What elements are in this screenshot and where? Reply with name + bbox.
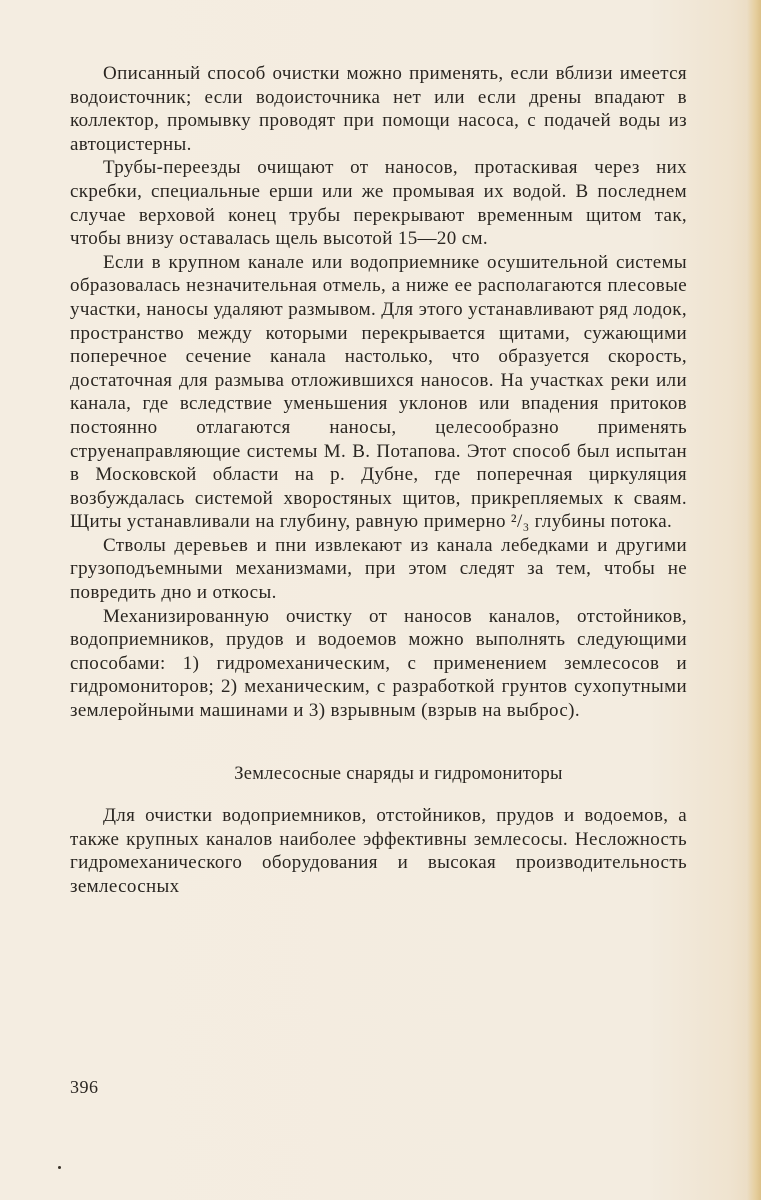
paragraph-cleaning-method: Описанный способ очистки можно применять, если вблизи имеется водоисточник; если водоисточника нет или если дрены впадают в коллектор, промывку проводят при помощи насоса, с подачей воды из автоцистерны. [70,63,687,155]
page-edge-shadow [747,0,761,1200]
section-heading: Землесосные снаряды и гидромониторы [234,763,563,784]
page-number: 396 [70,1077,99,1097]
paragraph-mechanized-cleaning: Механизированную очистку от наносов каналов, отстойников, водоприемников, прудов и водоемов можно выполнять следующими способами: 1) гидромеханическим, с применением землесосов и гидромониторов; 2) механическим, с разработкой грунтов сухопутными землеройными машинами и 3) взрывным (взрыв на выброс). [70,605,687,722]
paragraph-erosion-cleaning: Если в крупном канале или водоприемнике осушительной системы образовалась незначительная отмель, а ниже ее располагаются плесовые участки, наносы удаляют размывом. Для этого устанавливают ряд лодок, пространство между которыми перекрывается щитами, сужающими поперечное сечение канала настолько, что образуется скорость, достаточная для размыва отложившихся наносов. На участках реки или канала, где вследствие уменьшения уклонов или впадения притоков постоянно отлагаются наносы, целесообразно применять струенаправляющие системы М. В. Потапова. Этот способ был испытан в Московской области на р. Дубне, где поперечная циркуляция возбуждалась системой хворостяных щитов, прикрепляемых к сваям. Щиты устанавливали на глубину, равную примерно ²/₃ глубины потока. [70,251,687,533]
paragraph-pipe-crossings: Трубы-переезды очищают от наносов, протаскивая через них скребки, специальные ерши или же промывая их водой. В последнем случае верховой конец трубы перекрывают временным щитом так, чтобы внизу оставалась щель высотой 15—20 см. [70,157,687,250]
paragraph-dredgers: Для очистки водоприемников, отстойников, прудов и водоемов, а также крупных каналов наиболее эффективны землесосы. Несложность гидромеханического оборудования и высокая производительность землесосных [70,805,687,897]
paragraph-tree-removal: Стволы деревьев и пни извлекают из канала лебедками и другими грузоподъемными механизмами, при этом следят за тем, чтобы не повредить дно и откосы. [70,534,687,604]
paper-speck [58,1166,61,1169]
page-body [70,62,687,899]
